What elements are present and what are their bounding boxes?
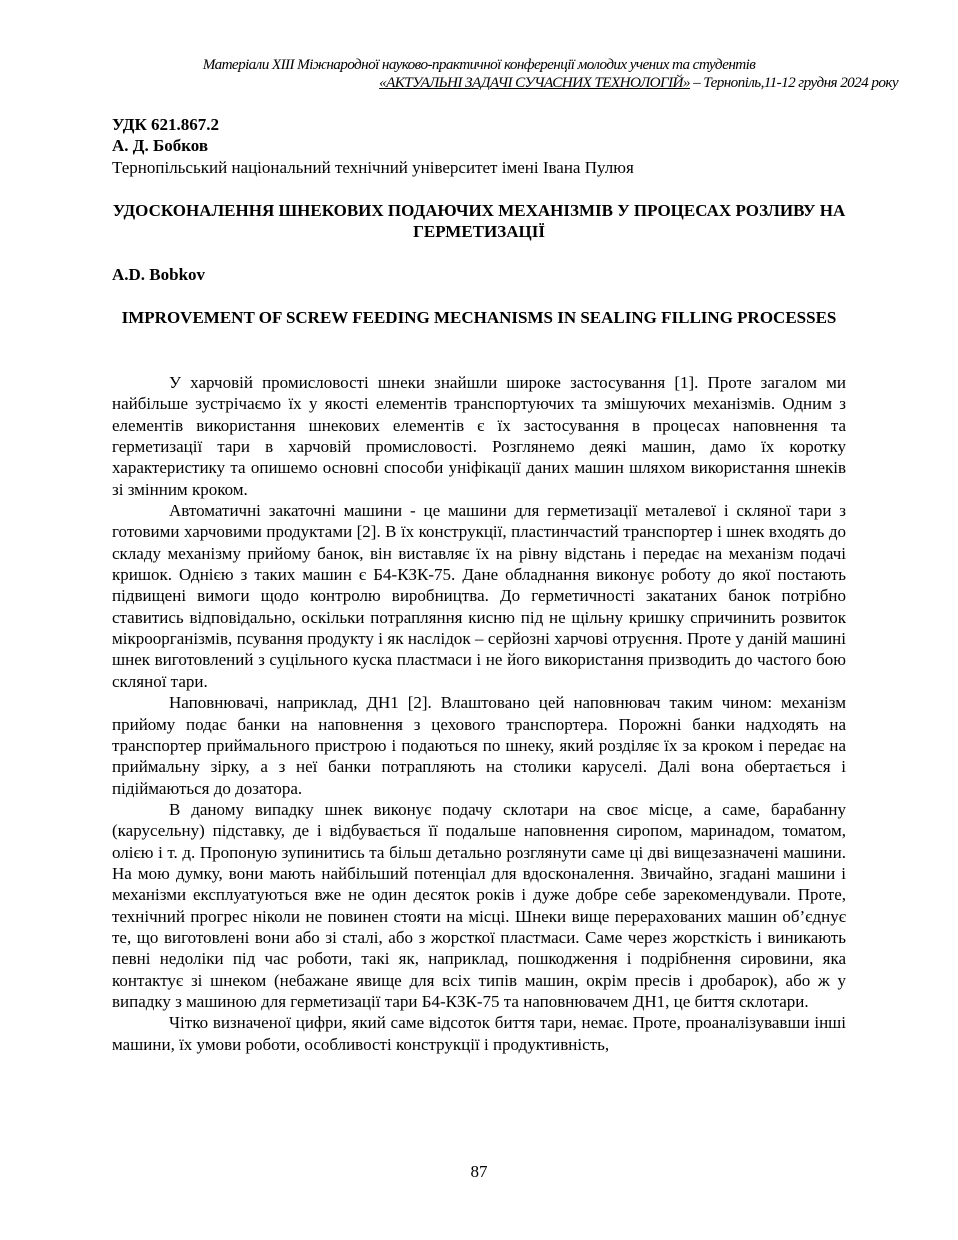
conference-header [60, 56, 898, 92]
author-affiliation: Тернопільський національний технічний університет імені Івана Пулюя [112, 158, 634, 177]
author-name-ua: А. Д. Бобков [112, 136, 209, 155]
conference-header-line2 [60, 74, 898, 92]
conference-title: «АКТУАЛЬНІ ЗАДАЧІ СУЧАСНИХ ТЕХНОЛОГІЙ» [379, 74, 690, 91]
body-paragraph: Автоматичні закаточні машини - це машини для герметизації металевої і скляної тари з готовими харчовими продуктами [2]. В їх конструкції, пластинчастий транспортер і шнек входять до складу механізму прийому банок, він виставляє їх на рівну відстань і передає на механізм подачі кришок. Однією з таких машин є Б4-КЗК-75. Дане обладнання виконує роботу до якої постають підвищені вимоги щодо контролю виробництва. До герметичності закатаних банок потрібно ставитись відповідально, оскільки потрапляння кисню під не щільну кришку спричинить розвиток мікроорганізмів, псування продукту і як наслідок – серйозні харчові отруєння. Проте у даній машині шнек виготовлений з суцільного куска пластмаси і не його використання призводить до частого бою скляної тари. [112, 501, 846, 691]
udk-code: УДК 621.867.2 [112, 115, 220, 134]
author-name-en: A.D. Bobkov [112, 265, 206, 284]
paper-body [112, 372, 846, 1055]
body-paragraph: Наповнювачі, наприклад, ДН1 [2]. Влаштовано цей наповнювач таким чином: механізм прийому подає банки на наповнення з цехового транспортера. Порожні банки надходять на транспортер приймального пристрою і подаються по шнеку, який розділяє їх за кроком і передає на приймальну зірку, а з неї банки потрапляють на столики каруселі. Далі вона обертається і підіймаються до дозатора. [112, 693, 846, 798]
paper-title-ua: УДОСКОНАЛЕННЯ ШНЕКОВИХ ПОДАЮЧИХ МЕХАНІЗМІВ У ПРОЦЕСАХ РОЗЛИВУ НА ГЕРМЕТИЗАЦІЇ [112, 201, 846, 241]
body-paragraph: В даному випадку шнек виконує подачу склотари на своє місце, а саме, барабанну (карусельну) підставку, де і відбувається її подальше наповнення сиропом, маринадом, томатом, олією і т. д. Пропоную зупинитись та більш детально розглянути саме ці дві вищезазначені машини. На мою думку, вони мають найбільший потенціал для вдосконалення. Звичайно, згадані машини і механізми експлуатуються вже не один десяток років і дуже добре себе зарекомендували. Проте, технічний прогрес ніколи не повинен стояти на місці. Шнеки вище перерахованих машин об’єднує те, що виготовлені вони або зі сталі, або з жорсткої пластмаси. Саме через жорсткість і виникають певні недоліки під час роботи, такі як, наприклад, пошкодження і подрібнення сировини, яка контактує зі шнеком (небажане явище для всіх типів машин, окрім пресів і дробарок), або ж у випадку з машиною для герметизації тари Б4-КЗК-75 та наповнювачем ДН1, це биття склотари. [112, 799, 846, 1011]
page-number: 87 [470, 1162, 488, 1181]
body-paragraph: У харчовій промисловості шнеки знайшли широке застосування [1]. Проте загалом ми найбільше зустрічаємо їх у якості елементів транспортуючих та змішуючих механізмів. Одним з елементів використання шнекових елементів є їх застосування в процесах наповнення та герметизації тари в харчовій промисловості. Розглянемо деякі машин, дамо їх коротку характеристику та опишемо основні способи уніфікації даних машин шляхом використання шнеків зі змінним кроком. [112, 373, 846, 499]
conference-place-date: – Тернопіль,11-12 грудня 2024 року [689, 74, 898, 91]
paper-title-en: IMPROVEMENT OF SCREW FEEDING MECHANISMS IN SEALING FILLING PROCESSES [121, 308, 837, 327]
body-paragraph: Чітко визначеної цифри, який саме відсоток биття тари, немає. Проте, проаналізувавши інші машини, їх умови роботи, особливості конструкції і продуктивність, [112, 1013, 846, 1054]
conference-header-line1: Матеріали XIII Міжнародної науково-практичної конференції молодих учених та студентів [202, 56, 756, 73]
